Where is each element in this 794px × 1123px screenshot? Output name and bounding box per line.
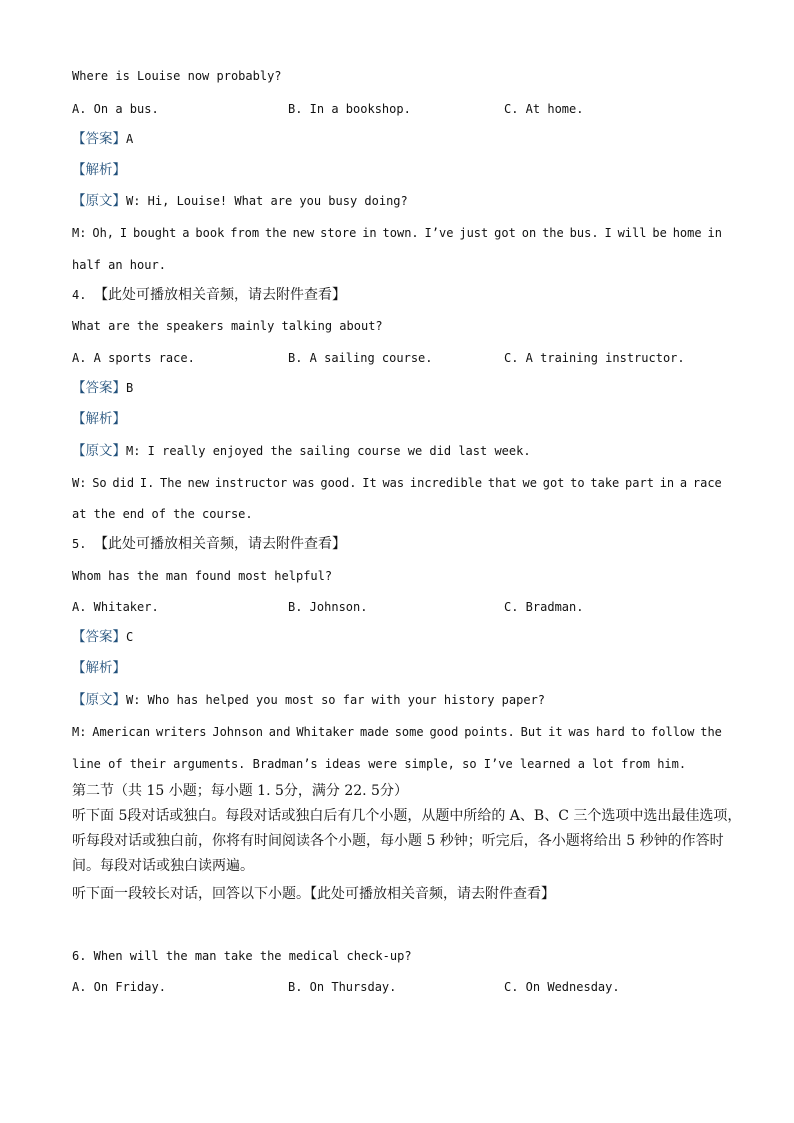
q3-analysis-tag: 【解析】	[72, 162, 126, 178]
answer-value: A	[126, 132, 134, 146]
q4-answer	[72, 380, 133, 396]
q3-option-b: B. In a bookshop.	[288, 102, 411, 116]
q5-number: 5.	[72, 537, 87, 551]
section-instruction-3: 间。每段对话或独白读两遍。	[72, 858, 254, 874]
q3-option-a: A. On a bus.	[72, 102, 159, 116]
q5-transcript-line-1: 【原文】W: Who has helped you most so far with your history paper?	[72, 692, 546, 708]
q4-option-b: B. A sailing course.	[288, 351, 433, 365]
q3-option-c: C. At home.	[504, 102, 584, 116]
q5-option-a: A. Whitaker.	[72, 600, 159, 614]
q3-transcript-line-2: M: Oh, I bought a book from the new store in town. I’ve just got on the bus. I will be home in	[72, 226, 722, 240]
answer-value: B	[126, 381, 134, 395]
q4-option-c: C. A training instructor.	[504, 351, 685, 365]
audio-note[interactable]: 【此处可播放相关音频，请去附件查看】	[93, 287, 346, 303]
q5-header	[72, 536, 346, 552]
audio-note[interactable]: 【此处可播放相关音频，请去附件查看】	[93, 536, 346, 552]
section-instruction-1: 听下面 5段对话或独白。每段对话或独白后有几个小题，从题中所给的 A、B、C 三个选项中选出最佳选项，	[72, 808, 742, 824]
original-tag: 【原文】	[72, 692, 126, 708]
answer-tag: 【答案】	[72, 629, 126, 645]
answer-tag: 【答案】	[72, 131, 126, 147]
section-instruction-4: 听下面一段较长对话，回答以下小题。【此处可播放相关音频，请去附件查看】	[72, 886, 555, 902]
q5-transcript-line-2: M: American writers Johnson and Whitaker made some good points. But it was hard to follow the	[72, 725, 722, 739]
section-instruction-2: 听每段对话或独白前，你将有时间阅读各个小题，每小题 5 秒钟；听完后，各小题将给出 5 秒钟的作答时	[72, 833, 724, 849]
q6-question: 6. When will the man take the medical check-up?	[72, 949, 412, 963]
section-heading: 第二节（共 15 小题；每小题 1. 5分，满分 22. 5分）	[72, 783, 408, 799]
q4-question: What are the speakers mainly talking about?	[72, 319, 383, 333]
q5-option-b: B. Johnson.	[288, 600, 368, 614]
q4-number: 4.	[72, 288, 87, 302]
q4-header	[72, 287, 346, 303]
answer-tag: 【答案】	[72, 380, 126, 396]
q5-transcript-line-3: line of their arguments. Bradman’s ideas were simple, so I’ve learned a lot from him.	[72, 757, 687, 771]
q5-answer	[72, 629, 133, 645]
q4-transcript-line-3: at the end of the course.	[72, 507, 253, 521]
q3-question: Where is Louise now probably?	[72, 69, 282, 83]
answer-value: C	[126, 630, 134, 644]
q4-transcript-line-1: 【原文】M: I really enjoyed the sailing course we did last week.	[72, 443, 531, 459]
q5-analysis-tag: 【解析】	[72, 660, 126, 676]
q3-transcript-line-3: half an hour.	[72, 258, 166, 272]
q6-option-a: A. On Friday.	[72, 980, 166, 994]
q3-transcript-line-1: 【原文】W: Hi, Louise! What are you busy doing?	[72, 193, 408, 209]
original-tag: 【原文】	[72, 443, 126, 459]
q4-transcript-line-2: W: So did I. The new instructor was good. It was incredible that we got to take part in a race	[72, 476, 722, 490]
q5-question: Whom has the man found most helpful?	[72, 569, 333, 583]
q4-option-a: A. A sports race.	[72, 351, 195, 365]
q6-option-b: B. On Thursday.	[288, 980, 397, 994]
q4-analysis-tag: 【解析】	[72, 411, 126, 427]
q5-option-c: C. Bradman.	[504, 600, 584, 614]
q6-option-c: C. On Wednesday.	[504, 980, 620, 994]
original-tag: 【原文】	[72, 193, 126, 209]
q3-answer	[72, 131, 133, 147]
